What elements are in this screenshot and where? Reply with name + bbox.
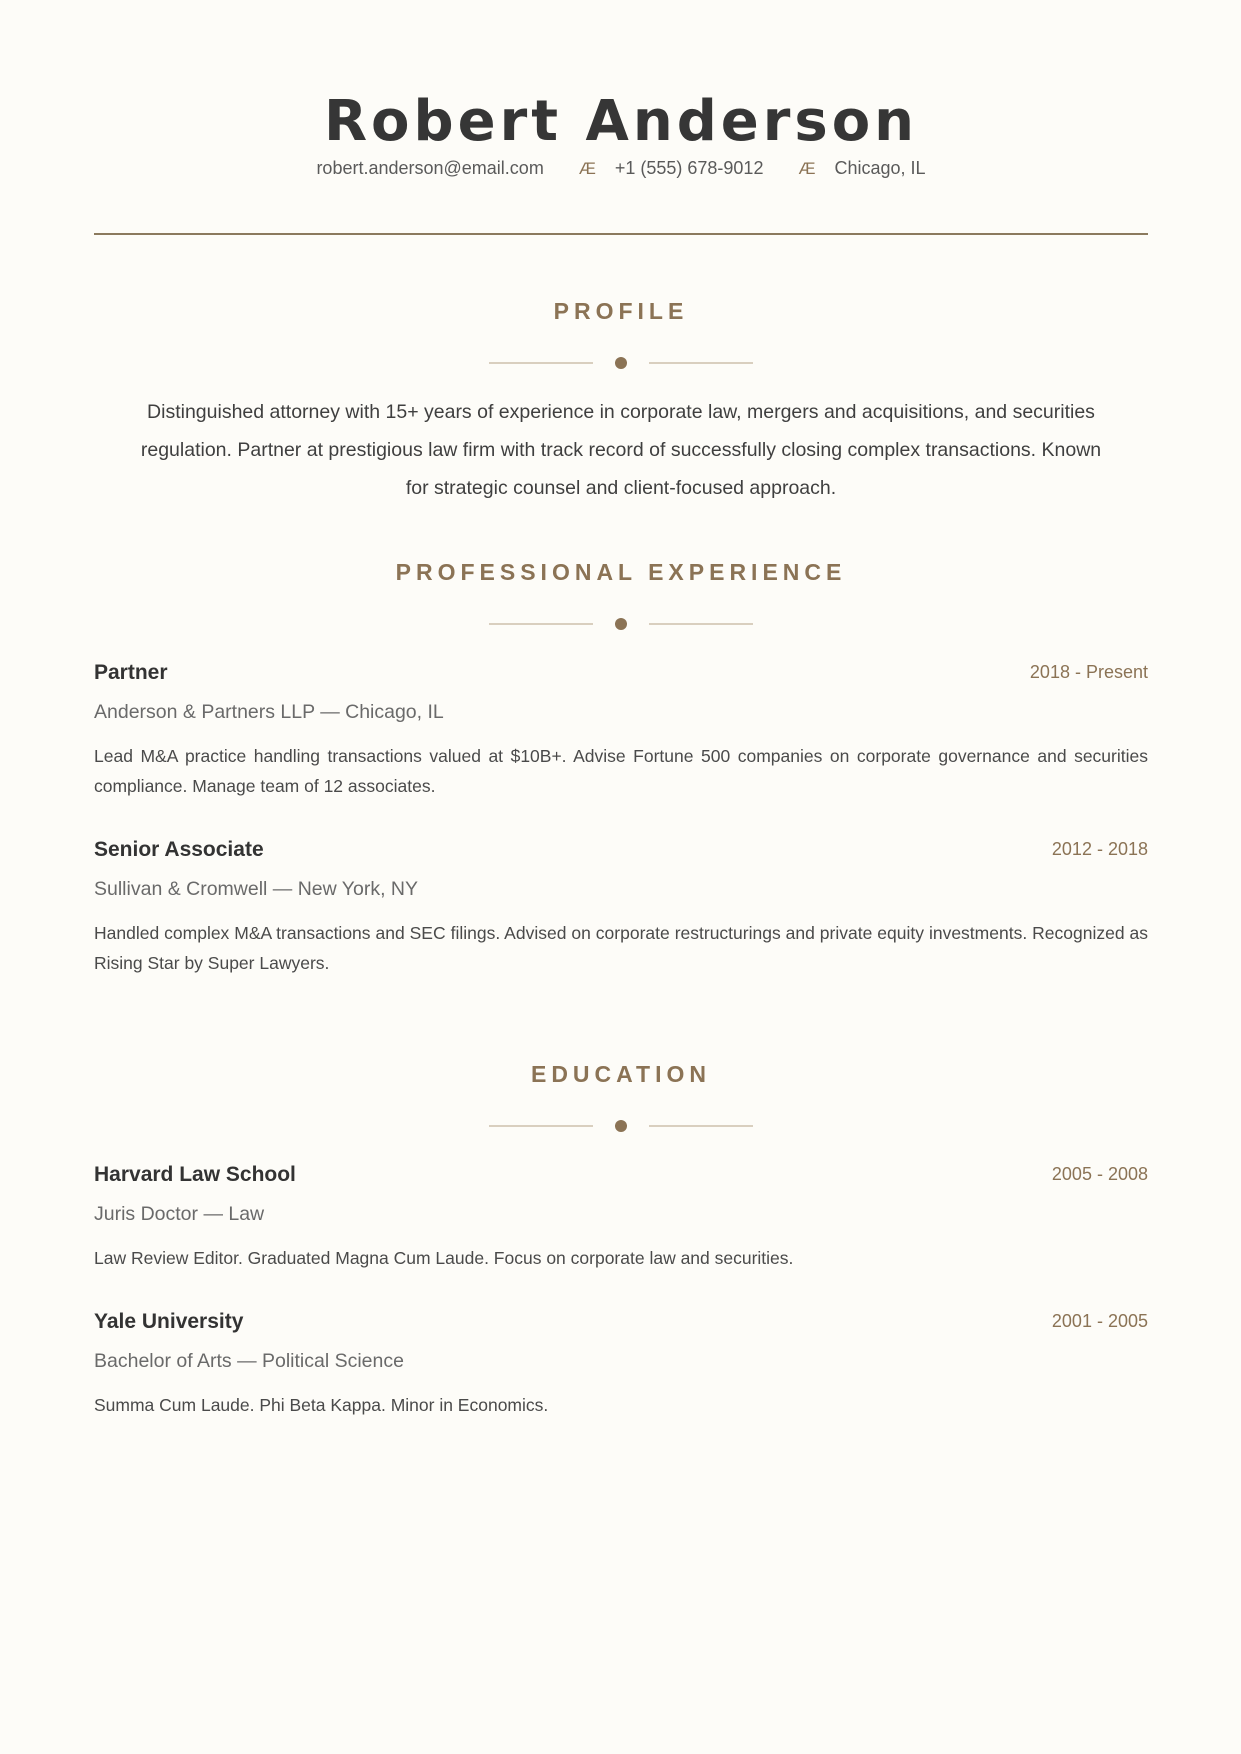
location-text: Chicago, IL <box>834 158 926 178</box>
resume-page <box>94 0 1148 1754</box>
job-company: Sullivan & Cromwell — New York, NY <box>94 878 419 900</box>
job-date: 2018 - Present <box>1029 662 1148 682</box>
job-description: Lead M&A practice handling transactions valued at $10B+. Advise Fortune 500 companies on corporate governance and securities compliance. Manage team of 12 associates. <box>94 746 1148 796</box>
email-text: robert.anderson@email.com <box>316 158 544 178</box>
education-ornament <box>489 1120 753 1132</box>
job-date: 2012 - 2018 <box>1051 839 1148 859</box>
phone-text: +1 (555) 678-9012 <box>614 158 764 178</box>
candidate-name: Robert Anderson <box>323 89 919 154</box>
school-date: 2001 - 2005 <box>1051 1311 1148 1331</box>
experience-ornament <box>489 618 753 630</box>
job-title: Senior Associate <box>94 838 264 861</box>
contact-line <box>94 158 1148 179</box>
school-date: 2005 - 2008 <box>1051 1164 1148 1184</box>
school-name: Harvard Law School <box>94 1163 296 1186</box>
location-icon: Æ <box>798 159 816 178</box>
profile-ornament <box>489 357 753 369</box>
education-description: Summa Cum Laude. Phi Beta Kappa. Minor in Economics. <box>94 1395 549 1415</box>
experience-heading: PROFESSIONAL EXPERIENCE <box>395 559 847 585</box>
degree: Bachelor of Arts — Political Science <box>94 1350 404 1372</box>
job-description: Handled complex M&A transactions and SEC filings. Advised on corporate restructurings and private equity investments. Recognized as Rising Star by Super Lawyers. <box>94 923 1148 973</box>
header-divider <box>94 233 1148 235</box>
phone-icon: Æ <box>578 159 596 178</box>
school-name: Yale University <box>94 1310 244 1333</box>
resume-header <box>94 88 1148 178</box>
degree: Juris Doctor — Law <box>94 1203 265 1225</box>
job-company: Anderson & Partners LLP — Chicago, IL <box>94 701 444 723</box>
education-heading: EDUCATION <box>530 1061 711 1087</box>
profile-heading: PROFILE <box>553 298 689 324</box>
job-title: Partner <box>94 661 168 684</box>
profile-summary: Distinguished attorney with 15+ years of experience in corporate law, mergers and acquisitions, and securities regulation. Partner at prestigious law firm with track record of successfully closing complex transactions. Known for strategic counsel and client-focused approach. <box>140 401 1102 499</box>
education-description: Law Review Editor. Graduated Magna Cum Laude. Focus on corporate law and securities. <box>94 1248 794 1268</box>
